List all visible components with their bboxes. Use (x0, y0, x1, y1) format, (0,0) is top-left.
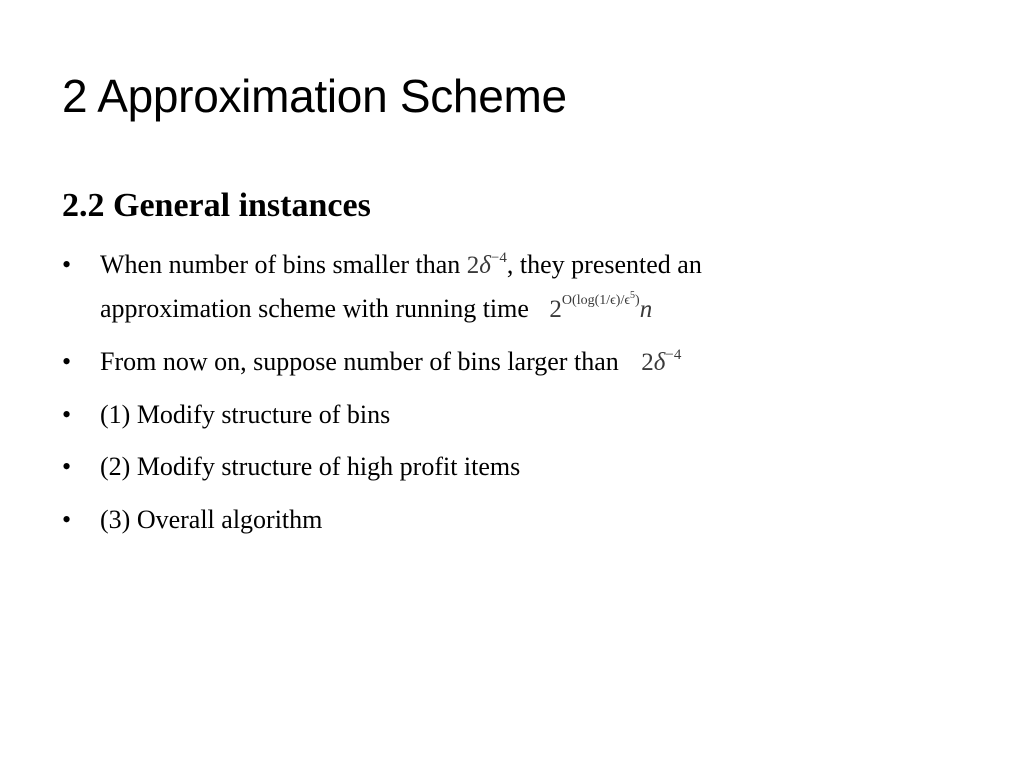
bullet-item-modify-items (62, 447, 521, 487)
math-two-delta-minus-four (467, 252, 507, 279)
bullet-item-overall-algorithm (62, 500, 323, 540)
bullet-symbol: • (62, 505, 72, 534)
math-exponent: −4 (490, 250, 507, 266)
slide-title: 2 Approximation Scheme (62, 70, 567, 122)
bullet-text: When number of bins smaller than (100, 250, 461, 279)
bullet-symbol: • (62, 347, 72, 376)
bullet-text: (1) Modify structure of bins (100, 400, 391, 429)
math-base: 2 (466, 252, 480, 279)
bullet-item-modify-bins (62, 395, 391, 435)
bullet-text: (2) Modify structure of high profit items (100, 452, 521, 481)
bullet-text: , they presented an (506, 250, 702, 279)
math-exponent: −4 (665, 347, 682, 363)
math-running-time (549, 290, 653, 323)
bullet-item-bins-smaller (62, 245, 702, 333)
math-variable: n (639, 296, 653, 323)
math-two-delta-minus-four (641, 349, 681, 376)
math-variable: δ (653, 349, 666, 376)
math-base: 2 (641, 349, 654, 376)
math-exponent: O(log(1/ϵ)/ϵ5) (561, 290, 640, 308)
bullet-item-bins-larger (62, 342, 682, 383)
bullet-text: (3) Overall algorithm (100, 505, 323, 534)
bullet-symbol: • (62, 250, 72, 279)
bullet-text: From now on, suppose number of bins larger than (100, 347, 619, 376)
bullet-symbol: • (62, 400, 72, 429)
bullet-text: approximation scheme with running time (100, 294, 529, 323)
bullet-line (100, 289, 702, 333)
math-variable: δ (479, 252, 491, 279)
section-heading: 2.2 General instances (62, 187, 371, 224)
bullet-symbol: • (62, 452, 72, 481)
math-base: 2 (549, 296, 562, 323)
math-inner-exponent: 5 (630, 290, 636, 301)
bullet-line (100, 245, 702, 289)
